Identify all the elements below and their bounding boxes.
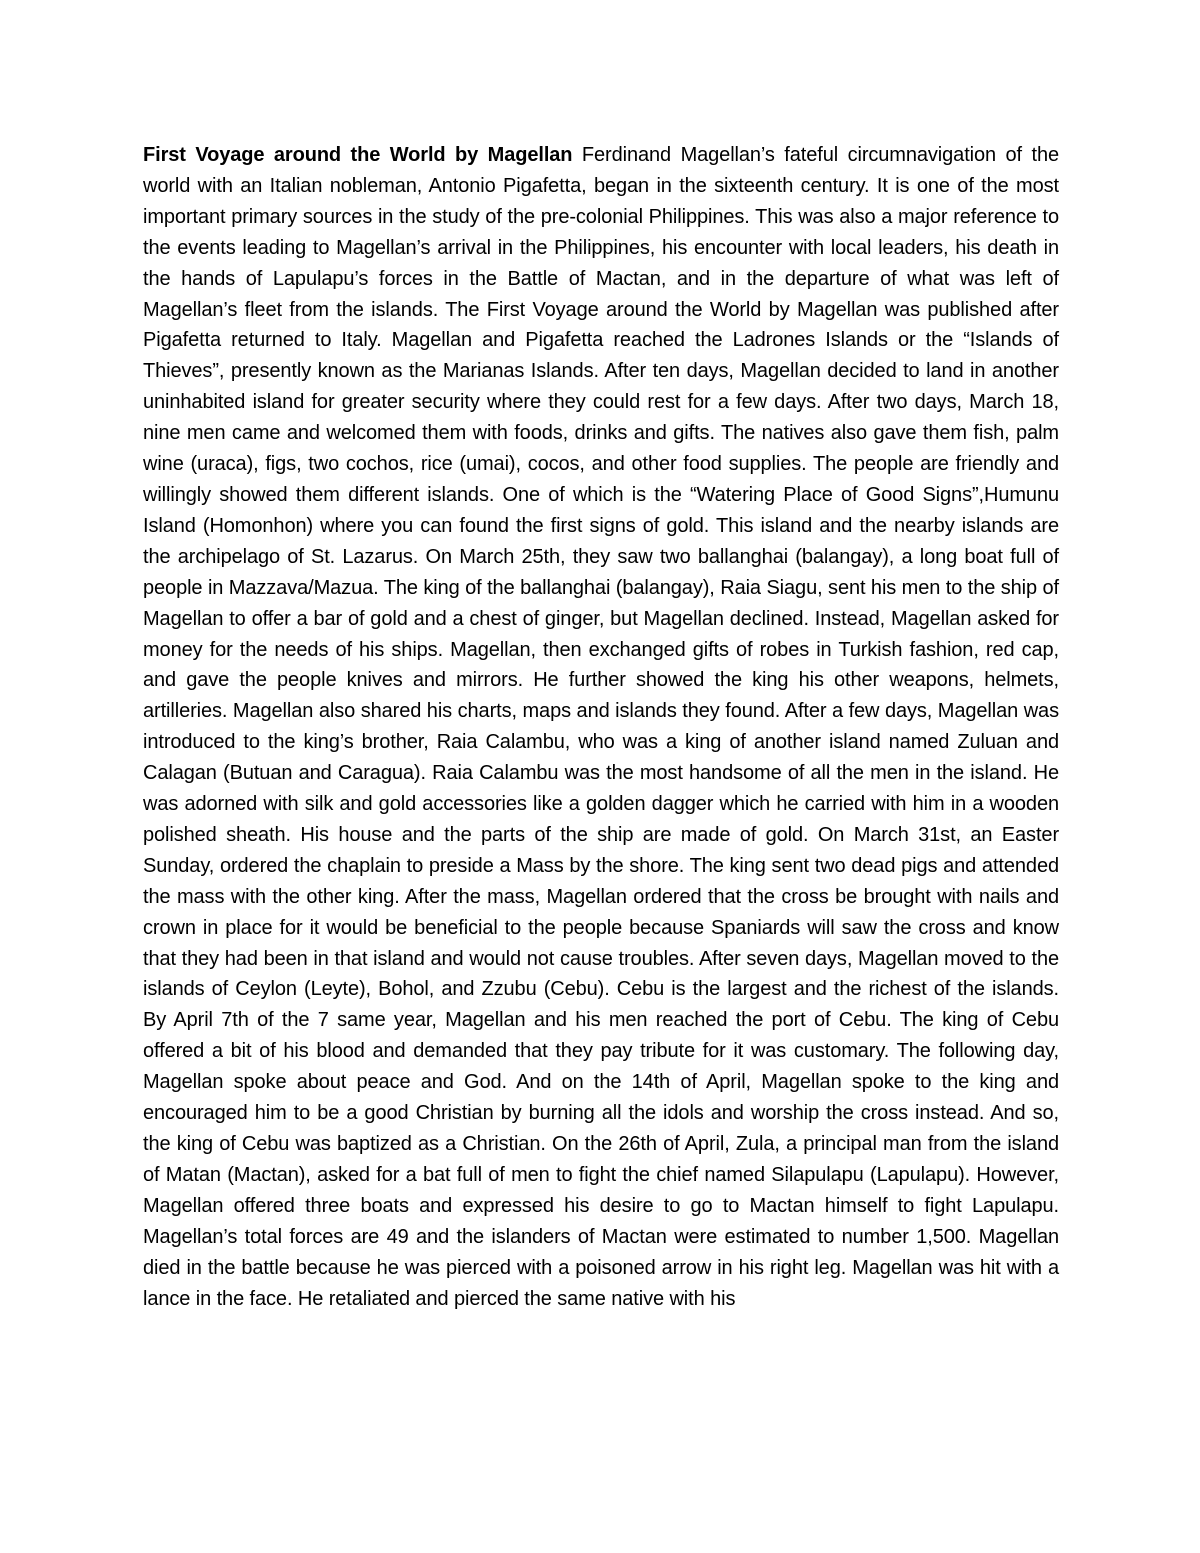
document-heading: First Voyage around the World by Magellan	[143, 144, 573, 166]
document-paragraph	[143, 140, 1059, 1314]
document-body-text: Ferdinand Magellan’s fateful circumnavigation of the world with an Italian nobleman, Antonio Pigafetta, began in the sixteenth century. It is one of the most important primary sources in the study of the pre-colonial Philippines. This was also a major reference to the events leading to Magellan’s arrival in the Philippines, his encounter with local leaders, his death in the hands of Lapulapu’s forces in the Battle of Mactan, and in the departure of what was left of Magellan’s fleet from the islands. The First Voyage around the World by Magellan was published after Pigafetta returned to Italy. Magellan and Pigafetta reached the Ladrones Islands or the “Islands of Thieves”, presently known as the Marianas Islands. After ten days, Magellan decided to land in another uninhabited island for greater security where they could rest for a few days. After two days, March 18, nine men came and welcomed them with foods, drinks and gifts. The natives also gave them fish, palm wine (uraca), figs, two cochos, rice (umai), cocos, and other food supplies. The people are friendly and willingly showed them different islands. One of which is the “Watering Place of Good Signs”,Humunu Island (Homonhon) where you can found the first signs of gold. This island and the nearby islands are the archipelago of St. Lazarus. On March 25th, they saw two ballanghai (balangay), a long boat full of people in Mazzava/Mazua. The king of the ballanghai (balangay), Raia Siagu, sent his men to the ship of Magellan to offer a bar of gold and a chest of ginger, but Magellan declined. Instead, Magellan asked for money for the needs of his ships. Magellan, then exchanged gifts of robes in Turkish fashion, red cap, and gave the people knives and mirrors. He further showed the king his other weapons, helmets, artilleries. Magellan also shared his charts, maps and islands they found. After a few days, Magellan was introduced to the king’s brother, Raia Calambu, who was a king of another island named Zuluan and Calagan (Butuan and Caragua). Raia Calambu was the most handsome of all the men in the island. He was adorned with silk and gold accessories like a golden dagger which he carried with him in a wooden polished sheath. His house and the parts of the ship are made of gold. On March 31st, an Easter Sunday, ordered the chaplain to preside a Mass by the shore. The king sent two dead pigs and attended the mass with the other king. After the mass, Magellan ordered that the cross be brought with nails and crown in place for it would be beneficial to the people because Spaniards will saw the cross and know that they had been in that island and would not cause troubles. After seven days, Magellan moved to the islands of Ceylon (Leyte), Bohol, and Zzubu (Cebu). Cebu is the largest and the richest of the islands. By April 7th of the 7 same year, Magellan and his men reached the port of Cebu. The king of Cebu offered a bit of his blood and demanded that they pay tribute for it was customary. The following day, Magellan spoke about peace and God. And on the 14th of April, Magellan spoke to the king and encouraged him to be a good Christian by burning all the idols and worship the cross instead. And so, the king of Cebu was baptized as a Christian. On the 26th of April, Zula, a principal man from the island of Matan (Mactan), asked for a bat full of men to fight the chief named Silapulapu (Lapulapu). However, Magellan offered three boats and expressed his desire to go to Mactan himself to fight Lapulapu. Magellan’s total forces are 49 and the islanders of Mactan were estimated to number 1,500. Magellan died in the battle because he was pierced with a poisoned arrow in his right leg. Magellan was hit with a lance in the face. He retaliated and pierced the same native with his	[143, 144, 1060, 1310]
